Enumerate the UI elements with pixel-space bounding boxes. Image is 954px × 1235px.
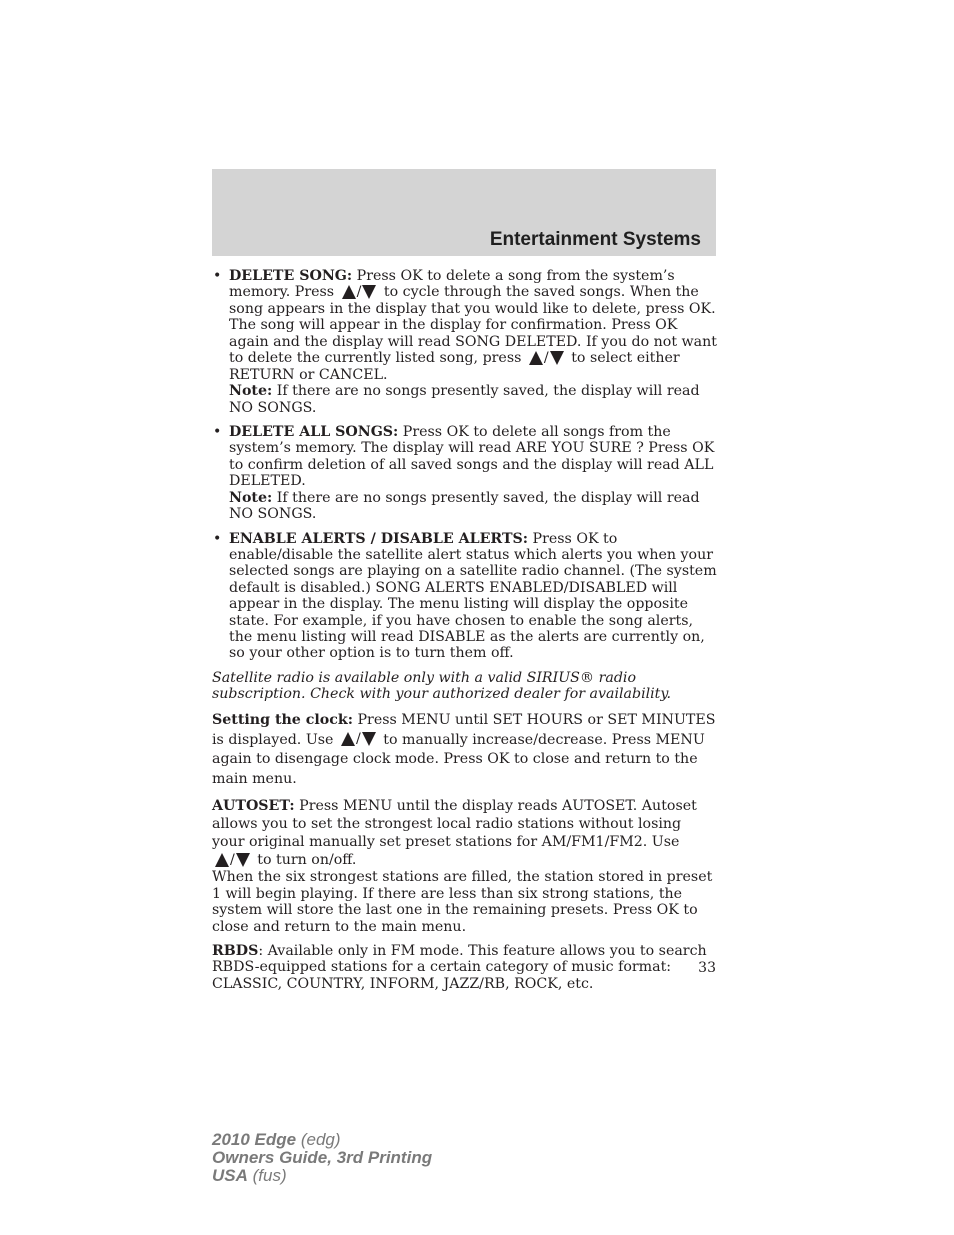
up-arrow-icon [214,852,230,868]
menu-options-list [212,268,718,662]
footer-line-2: Owners Guide, 3rd Printing [212,1148,433,1167]
up-down-arrows [214,851,251,869]
autoset-paragraph-2: When the six strongest stations are filled, the station stored in preset 1 will begin playing. If there are less than six strong stations, the system will store the last one in the remaining presets. Press OK to close and return to the main menu. [212,869,713,935]
arrow-separator: / [543,350,549,367]
autoset-text-2: to turn on/off. [252,852,357,869]
rbds-text: : Available only in FM mode. This feature allows you to search RBDS-equipped stations for a certain category of music format: CLASSIC, COUNTRY, INFORM, JAZZ/RB, ROCK, etc. [212,942,707,992]
note-text: If there are no songs presently saved, the display will read NO SONGS. [229,489,700,523]
down-arrow-icon [235,852,251,868]
up-arrow-icon [341,284,357,300]
footer-market-code: (fus) [247,1166,287,1185]
clock-text: Press MENU until SET HOURS or SET MINUTES is displayed. Use [212,711,716,748]
term-autoset: AUTOSET: [212,798,295,815]
arrow-separator: / [355,731,361,748]
up-arrow-icon [528,350,544,366]
alerts-text: Press OK to enable/disable the satellite alert status which alerts you when your selected songs are playing on a satellite radio channel. (The system default is disabled.) SONG ALERTS ENABLED/DISABLED will appear in the display. The menu listing will display the opposite state. For example, if you have chosen to enable the song alerts, the menu listing will read DISABLE as the alerts are currently on, so your other option is to turn them off. [229,530,717,662]
term-clock: Setting the clock: [212,711,353,728]
down-arrow-icon [549,350,565,366]
bullet-icon: • [213,530,222,547]
clock-paragraph [212,711,718,790]
footer-line-3 [212,1167,432,1185]
header-band [212,169,716,256]
term-delete-song: DELETE SONG: [229,268,353,284]
autoset-text: Press MENU until the display reads AUTOSET. Autoset allows you to set the strongest local radio stations without losing your original manually set preset stations for AM/FM1/FM2. Use [212,798,697,851]
delete-song-text-2: to cycle through the saved songs. When the song appears in the display that you would like to delete, press OK. The song will appear in the display for confirmation. Press OK again and the display will read SONG DELETED. If you do not want to delete the currently listed song, press [229,284,717,367]
list-item-alerts [212,531,718,662]
delete-all-text: Press OK to delete all songs from the system’s memory. The display will read ARE YOU SURE ? Press OK to confirm deletion of all saved songs and the display will read ALL DELETED. [229,424,715,490]
note-label: Note: [229,383,273,400]
rbds-paragraph [212,943,718,992]
footer-model-code: (edg) [296,1130,341,1149]
term-rbds: RBDS [212,942,259,959]
arrow-separator: / [356,284,362,301]
down-arrow-icon [361,731,377,747]
list-item-delete-all-songs [212,424,718,522]
note-text: If there are no songs presently saved, the display will read NO SONGS. [229,383,700,416]
up-down-arrows [340,730,377,750]
autoset-paragraph [212,797,718,869]
section-title: Entertainment Systems [489,229,701,250]
footer-line-1 [212,1131,432,1149]
note-label: Note: [229,489,273,506]
footer [212,1131,432,1185]
bullet-icon: • [213,424,222,441]
up-down-arrows [341,284,378,300]
footer-market: USA [212,1166,248,1185]
delete-song-text: Press OK to delete a song from the system’s memory. Press [229,268,675,301]
down-arrow-icon [361,284,377,300]
page-content [212,268,718,1000]
arrow-separator: / [230,852,235,869]
page-number: 33 [698,960,716,976]
delete-song-text-3: to select either RETURN or CANCEL. [229,350,680,383]
clock-text-2: to manually increase/decrease. Press MENU again to disengage clock mode. Press OK to close and return to the main menu. [212,731,705,787]
bullet-icon: • [213,268,222,284]
footer-model: 2010 Edge [212,1130,297,1149]
up-down-arrows [528,350,565,366]
up-arrow-icon [340,731,356,747]
list-item-delete-song [212,268,718,416]
satellite-note: Satellite radio is available only with a valid SIRIUS® radio subscription. Check with your authorized dealer for availability. [212,669,672,703]
term-alerts: ENABLE ALERTS / DISABLE ALERTS: [229,530,529,547]
term-delete-all-songs: DELETE ALL SONGS: [229,424,399,441]
